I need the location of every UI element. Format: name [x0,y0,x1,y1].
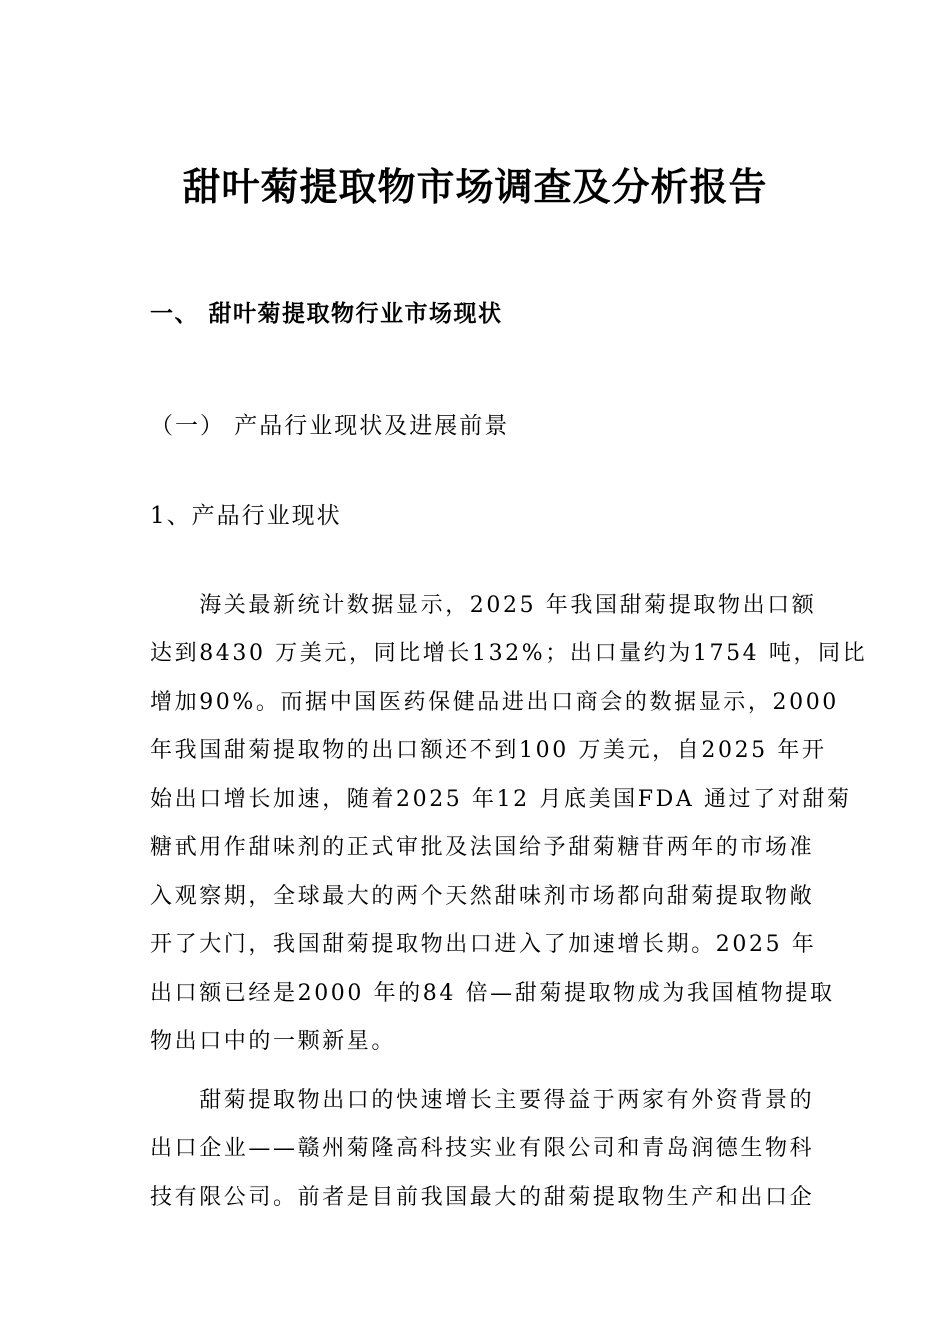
paragraph-1-line: 入观察期，全球最大的两个天然甜味剂市场都向甜菊提取物敞 [150,884,815,909]
item-heading: 1、产品行业现状 [150,503,342,529]
paragraph-1-line: 出口额已经是2000 年的84 倍—甜菊提取物成为我国植物提取 [150,981,835,1006]
paragraph-1-line: 物出口中的一颗新星。 [150,1029,397,1054]
paragraph-2-line: 甜菊提取物出口的快速增长主要得益于两家有外资背景的 [150,1088,815,1113]
paragraph-2-line: 出口企业——赣州菊隆高科技实业有限公司和青岛润德生物科 [150,1136,815,1161]
paragraph-1-line: 始出口增长加速，随着2025 年12 月底美国FDA 通过了对甜菊 [150,787,852,812]
subsection-heading: （一） 产品行业现状及进展前景 [150,413,510,439]
paragraph-1-line: 海关最新统计数据显示，2025 年我国甜菊提取物出口额 [150,593,817,618]
paragraph-1-line: 达到8430 万美元，同比增长132%；出口量约为1754 吨，同比 [150,641,868,666]
section-heading: 一、 甜叶菊提取物行业市场现状 [150,301,503,327]
paragraph-1-line: 糖甙用作甜味剂的正式审批及法国给予甜菊糖苷两年的市场准 [150,835,815,860]
paragraph-1-line: 开了大门，我国甜菊提取物出口进入了加速增长期。2025 年 [150,932,817,957]
document-title: 甜叶菊提取物市场调查及分析报告 [182,165,768,209]
paragraph-1-line: 年我国甜菊提取物的出口额还不到100 万美元，自2025 年开 [150,738,827,763]
paragraph-2-line: 技有限公司。前者是目前我国最大的甜菊提取物生产和出口企 [150,1185,815,1210]
paragraph-1-line: 增加90%。而据中国医药保健品进出口商会的数据显示，2000 [150,690,839,715]
